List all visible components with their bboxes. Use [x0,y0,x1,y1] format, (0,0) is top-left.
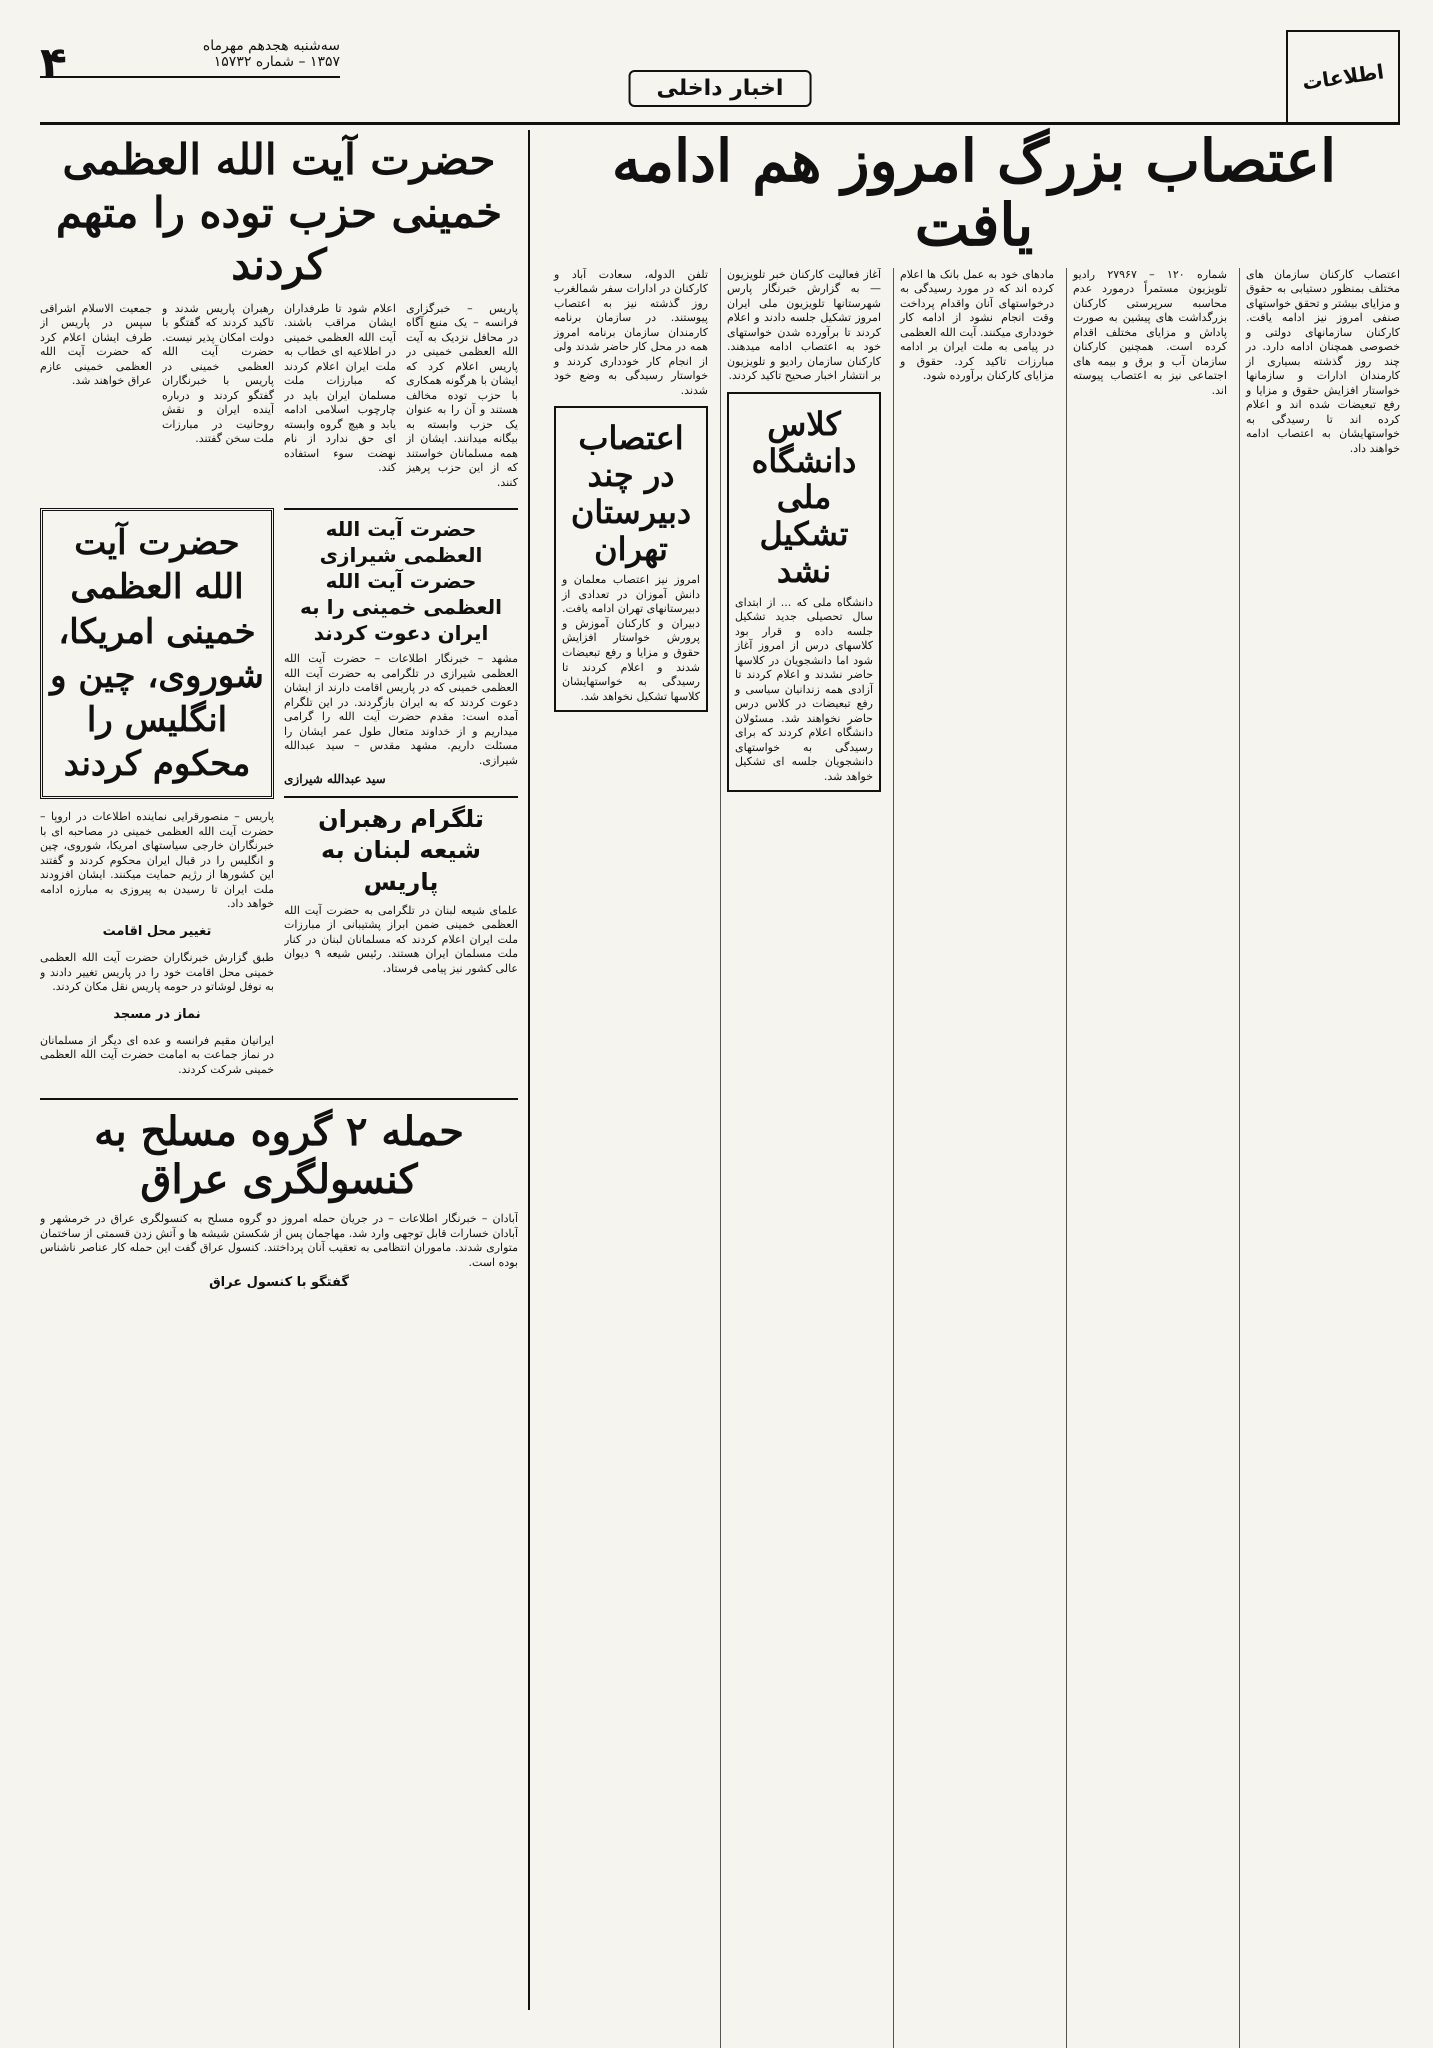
story-text: پاریس – خبرگزاری فرانسه – یک منبع آگاه در محافل نزدیک به آیت الله العظمی خمینی در پاریس اعلام کرد که ایشان با هرگونه همکاری با حزب توده مخالف هستند و آن را به عنوان یک حزب وابسته به بیگانه میدانند. ایشان از همه مسلمانان خواستند که از این حزب پرهیز کنند. [406,301,518,489]
story-text: آغاز فعالیت کارکنان خبر تلویزیون — به گزارش خبرنگار پارس شهرستانها تلویزیون ملی ایران امروز تشکیل جلسه دادند و اعلام کردند تا برآورده شدن خواستهای خود به اعتصاب ادامه میدهند. کارکنان سازمان رادیو و تلویزیون بر انتشار اخبار صحیح تاکید کردند. [727,267,881,383]
story-text: تلفن الدوله، سعادت آباد و کارکنان در ادارات سفر شمالغرب روز گذشته نیز به اعتصاب پیوستند. در سازمان برنامه کارمندان سازمان برنامه امروز همه در محل کار حاضر شدند ولی از انجام کار خودداری کردند و خواستار رسیدگی به وضع خود شدند. [554,267,708,397]
masthead-rule [40,122,1400,125]
condemn-text: پاریس – منصورقرایی نماینده اطلاعات در اروپا – حضرت آیت الله العظمی خمینی در مصاحبه ای با خبرنگاران خارجی سیاستهای امریکا، شوروی، چین و انگلیس را در قبال ایران محکوم کردند و گفتند این کشورها از رژیم حمایت میکنند. ایشان افزودند ملت ایران تا رسیدن به پیروزی به مبارزه ادامه خواهد داد. [40,810,274,911]
story-column [162,302,274,491]
left-lower-row [40,500,518,1088]
page-number: ۴ [40,38,67,89]
story-column [1239,268,1400,2048]
section-label: اخبار داخلی [629,70,812,107]
newspaper-page [40,30,1400,2020]
main-story [548,127,1400,2010]
attack-column [40,1212,518,1295]
condemn-subhead-b: نماز در مسجد [113,1006,201,1022]
story-column [284,302,396,491]
invite-headline: حضرت آیت الله العظمی شیرازی حضرت آیت الله العظمی خمینی را به ایران دعوت کردند [284,508,518,646]
teachers-text: امروز نیز اعتصاب معلمان و دانش آموزان در تعدادی از دبیرستانهای تهران ادامه یافت. دبیران و کارکنان آموزش و پرورش خواستار افزایش حقوق و مزایا و رفع تبعیضات شدند و اعلام کردند تا رسیدگی به خواستهایشان کلاسها تشکیل نخواهد شد. [562,573,700,703]
invite-text: مشهد – خبرنگار اطلاعات – حضرت آیت الله العظمی شیرازی در تلگرامی به حضرت آیت الله العظمی خمینی که در پاریس اقامت دارند از ایشان دعوت کردند که به ایران بازگردند. در این تلگرام آمده است: مقدم حضرت آیت الله را گرامی میداریم و از خداوند متعال طول عمر ایشان را مسئلت داریم. مشهد مقدس – سید عبدالله شیرازی. [284,652,518,767]
issue-line: ۱۳۵۷ – شماره ۱۵۷۳۲ [213,54,340,70]
logo-text: اطلاعات [1300,59,1386,95]
dateline [40,38,340,78]
date-line: سه‌شنبه هجدهم مهرماه [202,38,340,54]
story-text: مادهای خود به عمل بانک ها اعلام کرده اند که در مورد رسیدگی به درخواستهای آنان واقدام پرداخت وقت انجام نشود از ادامه کار خودداری میکنند. آیت الله العظمی در پیامی به ملت ایران بر ادامه مبارزات تاکید کرد. حقوق و مزایای کارکنان برآورده شود. [900,267,1054,383]
teachers-box [554,406,708,712]
invite-column [284,500,518,1088]
invite-signature: سید عبدالله شیرازی [284,772,386,787]
story-text: رهبران پاریس شدند و تاکید کردند که گفتگو با دولت امکان پذیر نیست. حضرت آیت الله العظمی خمینی در پاریس با خبرنگاران گفتگو کردند و درباره آینده ایران و نقش روحانیت در مبارزات ملت سخن گفتند. [162,301,274,446]
university-text: دانشگاه ملی که ... از ابتدای سال تحصیلی جدید تشکیل جلسه داده و قرار بود کلاسهای درس از امروز آغاز شود اما دانشجویان در کلاسها حاضر نشدند و اعلام کردند تا آزادی همه زندانیان سیاسی و رفع تبعیضات در کلاس درس حاضر نخواهند شد. مسئولان دانشگاه اعلام کردند که برای رسیدگی به خواستهای دانشجویان جلسه ای تشکیل خواهد شد. [735,595,873,783]
condemn-subhead-a: تغییر محل اقامت [102,923,212,939]
khomeini-headline: حضرت آیت الله العظمی خمینی حزب توده را متهم کردند [55,135,503,289]
story-column [893,268,1054,2048]
story-text: جمعیت الاسلام اشراقی سپس در پاریس از طرف ایشان اعلام کرد که حضرت آیت الله العظمی خمینی عازم عراق خواهند شد. [40,301,152,388]
main-story-columns [548,268,1400,2048]
attack-subhead: گفتگو با کنسول عراق [209,1275,349,1291]
main-headline: اعتصاب بزرگ امروز هم ادامه یافت [611,127,1337,259]
condemn-text-b: طبق گزارش خبرنگاران حضرت آیت الله العظمی خمینی محل اقامت خود را در پاریس تغییر دادند و به نوفل لوشاتو در حومه پاریس نقل مکان کردند. [40,951,274,994]
left-section [40,130,530,2010]
teachers-headline: اعتصاب در چند دبیرستان تهران [570,419,692,568]
story-column [1066,268,1227,2048]
condemn-text-c: ایرانیان مقیم فرانسه و عده ای دیگر از مسلمانان در نماز جماعت به امامت حضرت آیت الله العظمی خمینی شرکت کردند. [40,1033,274,1076]
story-text: اعتصاب کارکنان سازمان های مختلف بمنظور دستیابی به حقوق و مزایای بیشتر و تحقق خواستهای صنفی امروز نیز ادامه یافت. کارکنان سازمانهای دولتی و خصوصی همچنان ادامه دارد. در چند روز گذشته بسیاری از کارمندان ادارات و سازمانها خواستار افزایش حقوق و مزایا و رفع تبعیضات شده اند و اعلام کرده اند تا رسیدگی به خواستهایشان به اعتصاب ادامه خواهند داد. [1246,267,1400,455]
story-column [548,268,708,2048]
lebanon-headline: تلگرام رهبران شیعه لبنان به پاریس [284,796,518,898]
university-headline: کلاس دانشگاه ملی تشکیل نشد [751,404,857,590]
story-column [720,268,881,2048]
condemn-box [40,508,274,799]
attack-text: آبادان – خبرنگار اطلاعات – در جریان حمله امروز دو گروه مسلح به کنسولگری عراق در خرمشهر و آبادان خسارات قابل توجهی وارد شد. مهاجمان پس از شکستن شیشه ها و آتش زدن قسمتی از ساختمان متواری شدند. ماموران انتظامی به تعقیب آنان پرداختند. کنسول عراق گفت این حمله کار عناصر ناشناس بوده است. [40,1212,518,1269]
university-box [727,392,881,793]
story-text: شماره ۱۲۰ – ۲۷۹۶۷ راديو تلويزيون مستمراً درمورد عدم محاسبه سرپرستی کارکنان بزرگداشت های پیشین به صورت پاداش و مزایای مختلف اقدام کرده است. همچنین کارکنان سازمان آب و برق و بیمه های اجتماعی نیز به اعتصاب پیوسته اند. [1073,267,1227,397]
masthead [40,30,1400,120]
condemn-column [40,500,274,1088]
condemn-headline: حضرت آیت الله العظمی خمینی امریکا، شوروی، چین و انگلیس را محکوم کردند [50,523,264,785]
story-text: اعلام شود تا طرفداران ایشان مراقب باشند. آیت الله العظمی خمینی در اطلاعیه ای خطاب به ملت ایران اعلام کردند که مبارزات ملت مسلمان ایران باید در چارچوب اسلامی ادامه یابد و هیچ گروه وابسته ای حق ندارد از نام نهضت سوء استفاده کند. [284,301,396,475]
attack-story [40,1098,518,1295]
story-column [406,302,518,491]
khomeini-columns [40,302,518,491]
attack-headline: حمله ۲ گروه مسلح به کنسولگری عراق [94,1108,464,1204]
lebanon-text: علمای شیعه لبنان در تلگرامی به حضرت آیت الله العظمی خمینی ضمن ابراز پشتیبانی از مبارزات ملت ایران اعلام کردند که مسلمانان لبنان در کنار ملت مسلمان ایران هستند. رئیس شیعه ۹ دیوان عالی کشور نیز پیامی فرستاد. [284,903,518,975]
newspaper-logo [1286,30,1400,124]
story-column [40,302,152,491]
